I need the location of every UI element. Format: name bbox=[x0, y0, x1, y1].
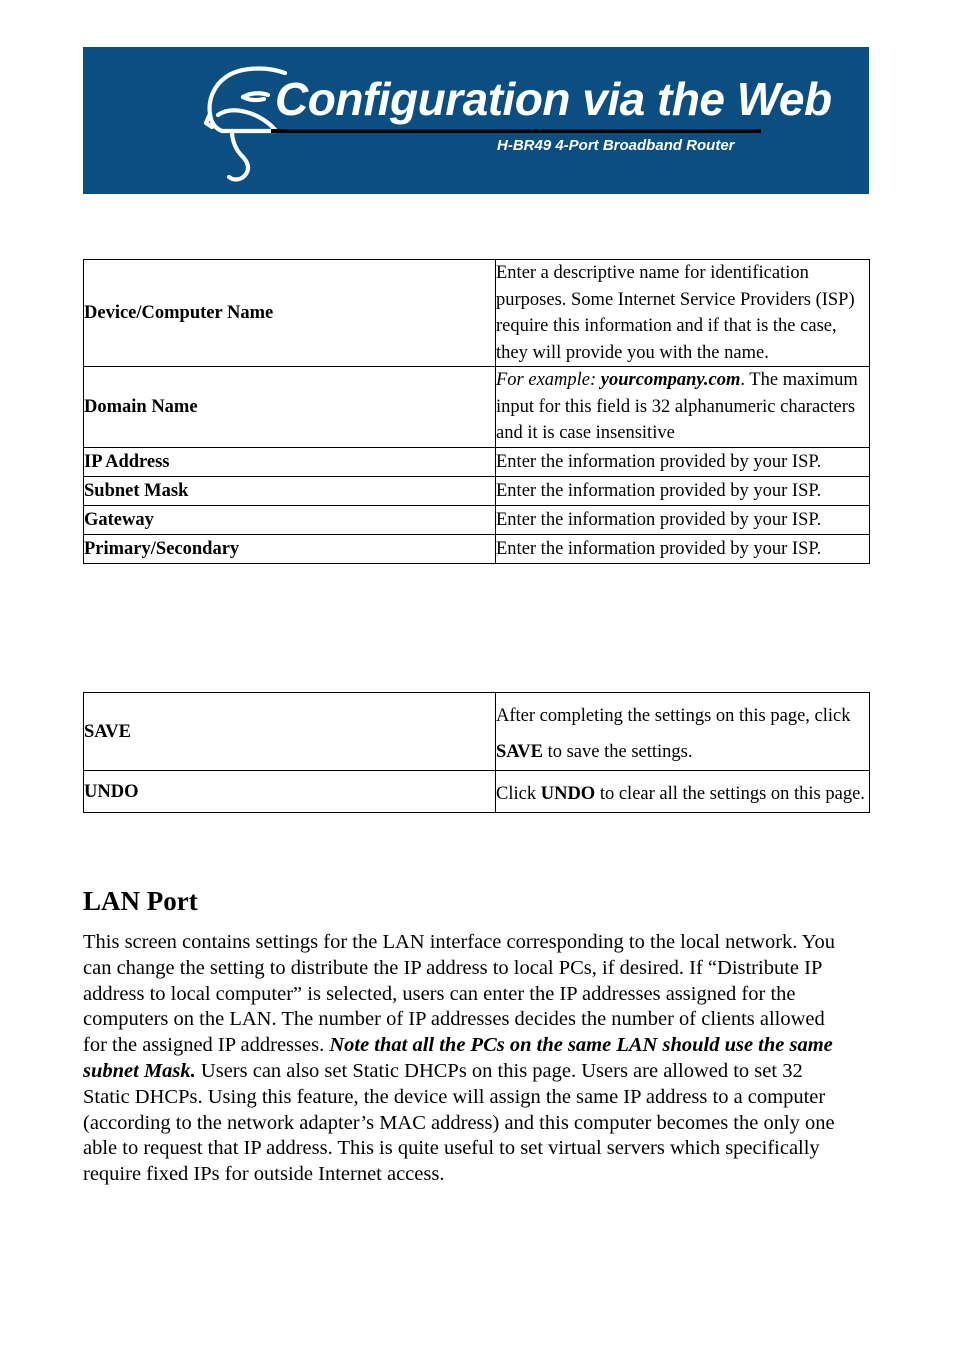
table-row bbox=[84, 505, 870, 534]
banner-subtitle: H-BR49 4-Port Broadband Router bbox=[497, 137, 735, 154]
description-rest: . The maximum input for this field is 32 alphanumeric characters and it is case insensitive bbox=[496, 370, 858, 443]
description-text: Enter the information provided by your ISP. bbox=[496, 509, 822, 530]
settings-description-table bbox=[83, 259, 870, 564]
table-row bbox=[84, 367, 870, 448]
setting-description-gateway bbox=[496, 505, 870, 534]
actions-description-table bbox=[83, 692, 870, 813]
description-rest: to save the settings. bbox=[542, 742, 693, 762]
paragraph-note-emphasis: Note that all the PCs on the same LAN should use the same subnet Mask. bbox=[83, 1034, 833, 1082]
setting-label-device-computer-name: Device/Computer Name bbox=[84, 260, 496, 367]
description-italic-lead: For example: bbox=[496, 370, 597, 390]
description-text: Enter the information provided by your ISP. bbox=[496, 451, 822, 472]
table-row bbox=[84, 693, 870, 771]
description-lead: After completing the settings on this page, click bbox=[496, 706, 851, 726]
action-description-save bbox=[496, 693, 870, 771]
setting-label-gateway: Gateway bbox=[84, 505, 496, 534]
banner-title: Configuration via the Web bbox=[275, 73, 832, 125]
description-text: Enter the information provided by your ISP. bbox=[496, 480, 822, 501]
page-banner bbox=[83, 47, 869, 194]
setting-label-domain-name: Domain Name bbox=[84, 367, 496, 448]
paragraph-part-1: This screen contains settings for the LAN interface corresponding to the local network. You can change the setting to distribute the IP address to local PCs, if desired. If “Distribute IP address to local computer” is selected, users can enter the IP addresses assigned for the computers on the LAN. The number of IP addresses decides the number of clients allowed for the assigned IP addresses. bbox=[83, 931, 836, 1057]
table-row bbox=[84, 476, 870, 505]
lan-port-body-paragraph bbox=[83, 930, 843, 1188]
paragraph-part-2: Users can also set Static DHCPs on this page. Users are allowed to set 32 Static DHCPs. Using this feature, the device will assign the same IP address to a computer (according to the network adapter’s MAC address) and this computer becomes the only one able to request that IP address. This is quite useful to set virtual servers which specifically require fixed IPs for outside Internet access. bbox=[83, 1059, 835, 1186]
description-text: Enter a descriptive name for identification purposes. Some Internet Service Providers (ISP) require this information and if that is the case, they will provide you with the name. bbox=[496, 263, 855, 363]
setting-description-primary-secondary bbox=[496, 534, 870, 563]
action-label-save: SAVE bbox=[84, 693, 496, 771]
setting-label-ip-address: IP Address bbox=[84, 447, 496, 476]
table-row bbox=[84, 534, 870, 563]
action-description-undo bbox=[496, 771, 870, 813]
description-example-domain: yourcompany.com bbox=[596, 370, 741, 390]
description-text: Enter the information provided by your ISP. bbox=[496, 538, 822, 559]
table-row bbox=[84, 447, 870, 476]
description-lead: Click bbox=[496, 784, 541, 804]
setting-description-ip-address bbox=[496, 447, 870, 476]
setting-label-primary-secondary: Primary/Secondary bbox=[84, 534, 496, 563]
setting-description-device-computer-name bbox=[496, 260, 870, 367]
setting-description-subnet-mask bbox=[496, 476, 870, 505]
banner-divider-rule bbox=[271, 129, 761, 133]
description-rest: to clear all the settings on this page. bbox=[595, 784, 865, 804]
description-bold-save: SAVE bbox=[496, 742, 543, 762]
description-bold-undo: UNDO bbox=[540, 784, 596, 804]
action-label-undo: UNDO bbox=[84, 771, 496, 813]
table-row bbox=[84, 771, 870, 813]
setting-label-subnet-mask: Subnet Mask bbox=[84, 476, 496, 505]
table-row bbox=[84, 260, 870, 367]
section-heading-lan-port: LAN Port bbox=[83, 886, 198, 916]
setting-description-domain-name bbox=[496, 367, 870, 448]
